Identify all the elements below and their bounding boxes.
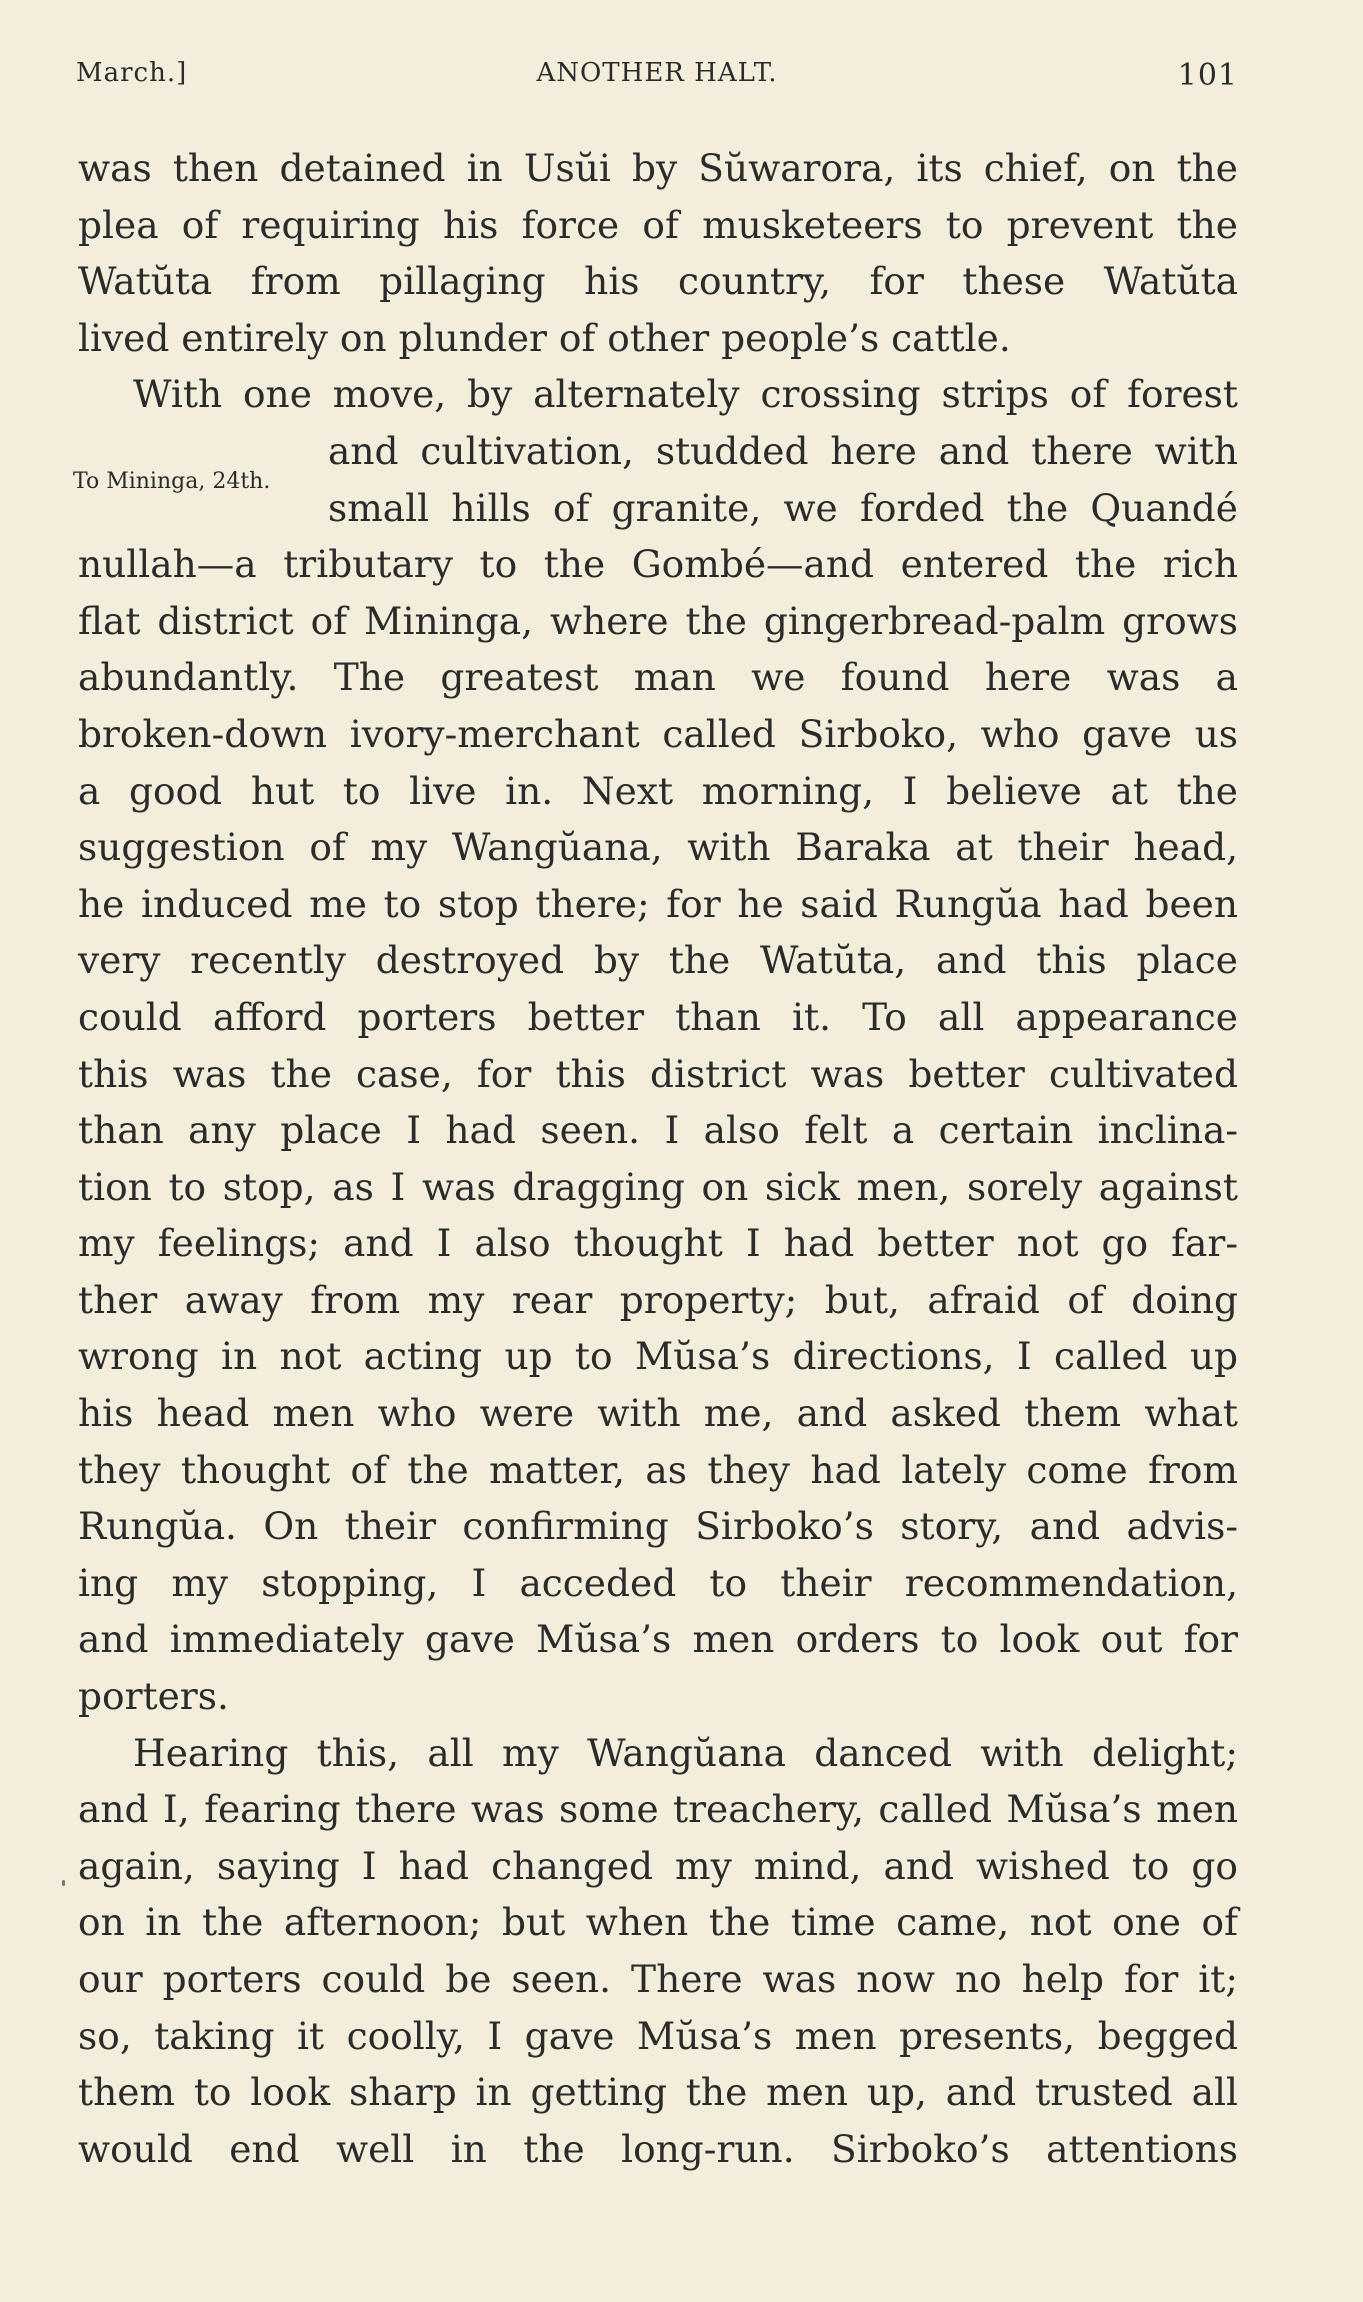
marginal-note: To Mininga, 24th. xyxy=(73,468,271,494)
text-line: flat district of Mininga, where the gingerbread-palm grows xyxy=(78,598,1238,643)
header-month: March.] xyxy=(76,58,188,88)
text-line: a good hut to live in. Next morning, I believe at the xyxy=(78,768,1238,813)
text-line: small hills of granite, we forded the Quandé xyxy=(328,485,1238,530)
text-line: porters. xyxy=(78,1674,229,1719)
text-line: so, taking it coolly, I gave Mŭsa’s men presents, begged xyxy=(78,2013,1238,2058)
running-header xyxy=(76,58,1238,98)
text-line: very recently destroyed by the Watŭta, and this place xyxy=(78,938,1238,983)
text-line: my feelings; and I also thought I had better not go far- xyxy=(78,1221,1238,1266)
text-line: Hearing this, all my Wangŭana danced with delight; xyxy=(133,1730,1238,1775)
text-line: broken-down ivory-merchant called Sirboko, who gave us xyxy=(78,711,1238,756)
page-number: 101 xyxy=(1177,58,1238,93)
text-line: ther away from my rear property; but, afraid of doing xyxy=(78,1277,1238,1322)
text-line: and immediately gave Mŭsa’s men orders to look out for xyxy=(78,1617,1238,1662)
text-line: With one move, by alternately crossing strips of forest xyxy=(133,372,1238,417)
text-line: Watŭta from pillaging his country, for these Watŭta xyxy=(78,259,1238,304)
text-line: could afford porters better than it. To all appearance xyxy=(78,994,1238,1039)
text-line: and cultivation, studded here and there with xyxy=(328,428,1238,473)
sidenote-block xyxy=(73,423,1238,536)
text-line: again, saying I had changed my mind, and wished to go xyxy=(78,1843,1238,1888)
text-line: suggestion of my Wangŭana, with Baraka at their head, xyxy=(78,825,1238,870)
text-line: was then detained in Usŭi by Sŭwarora, its chief, on the xyxy=(78,146,1238,190)
text-line: tion to stop, as I was dragging on sick men, sorely against xyxy=(78,1164,1238,1209)
text-line: this was the case, for this district was better cultivated xyxy=(78,1051,1238,1096)
header-title: ANOTHER HALT. xyxy=(536,58,778,88)
page-body xyxy=(73,140,1238,2177)
text-line: they thought of the matter, as they had lately come from xyxy=(78,1447,1238,1492)
text-line: them to look sharp in getting the men up, and trusted all xyxy=(78,2070,1238,2115)
text-line: than any place I had seen. I also felt a certain inclina- xyxy=(78,1108,1238,1153)
text-line: nullah—a tributary to the Gombé—and entered the rich xyxy=(78,542,1238,587)
paragraph-3 xyxy=(78,1725,1238,2178)
text-line: his head men who were with me, and asked them what xyxy=(78,1391,1238,1436)
ink-speck xyxy=(62,1880,65,1886)
text-line: he induced me to stop there; for he said Rungŭa had been xyxy=(78,881,1238,926)
paragraph-1 xyxy=(78,140,1238,366)
text-line: wrong in not acting up to Mŭsa’s directions, I called up xyxy=(78,1334,1238,1379)
text-line: Rungŭa. On their confirming Sirboko’s story, and advis- xyxy=(78,1504,1238,1549)
text-line: our porters could be seen. There was now no help for it; xyxy=(78,1957,1238,2001)
text-line: lived entirely on plunder of other people’s cattle. xyxy=(78,315,1011,360)
text-line: on in the afternoon; but when the time came, not one of xyxy=(78,1900,1238,1945)
text-line: abundantly. The greatest man we found here was a xyxy=(78,655,1238,700)
text-line: ing my stopping, I acceded to their recommendation, xyxy=(78,1560,1238,1605)
text-line: and I, fearing there was some treachery, called Mŭsa’s men xyxy=(78,1787,1238,1832)
text-line: plea of requiring his force of musketeers to prevent the xyxy=(78,202,1238,247)
text-line: would end well in the long-run. Sirboko’s attentions xyxy=(78,2126,1238,2171)
paragraph-2 xyxy=(73,366,1238,1724)
